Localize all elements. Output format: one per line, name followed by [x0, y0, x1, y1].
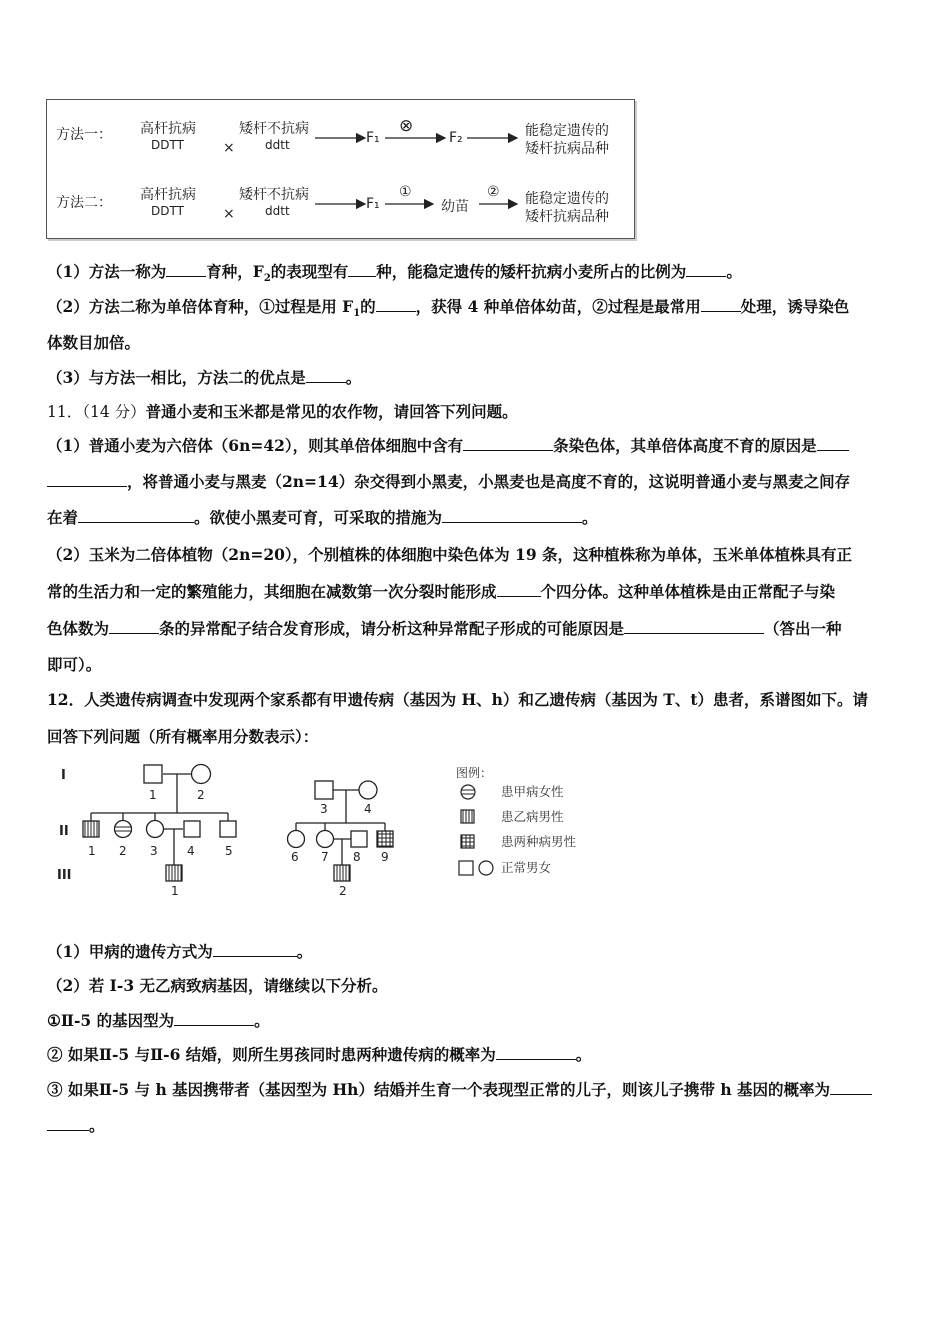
answer-blank[interactable] [78, 508, 194, 523]
selfing-symbol: ⊗ [399, 116, 414, 136]
answer-blank[interactable] [497, 582, 541, 597]
answer-blank[interactable] [348, 262, 376, 277]
II9-both-diseases-male [377, 831, 393, 847]
method1-result-line1: 能稳定遗传的 [525, 123, 609, 139]
method2-parent1-geno: DDTT [151, 204, 184, 218]
q10-part2: （2）方法二称为单倍体育种，①过程是用 $F_1$的 ，获得 4 种单倍体幼苗，②过程是最常用 处理，诱导染色 [47, 297, 850, 320]
svg-text:8: 8 [353, 850, 361, 864]
answer-blank[interactable] [306, 368, 346, 383]
svg-text:9: 9 [381, 850, 389, 864]
q11-heading: 11．（14 分）普通小麦和玉米都是常见的农作物，请回答下列问题。 [47, 402, 518, 421]
answer-blank[interactable] [166, 262, 206, 277]
II2-disease-a-female [115, 821, 132, 838]
method2-cross-symbol: × [223, 206, 235, 222]
legend-normal-male [459, 861, 473, 875]
svg-text:2: 2 [119, 844, 127, 858]
q12-sub3: ③ 如果Ⅱ-5 与 h 基因携带者（基因型为 Hh）结婚并生育一个表现型正常的儿子，则该儿子携带 h 基因的概率为 [47, 1080, 872, 1100]
svg-text:2: 2 [339, 884, 347, 898]
gen-label-II: II [59, 824, 69, 839]
q11-part2-line4: 即可）。 [47, 655, 102, 674]
I2-normal-female [192, 765, 211, 784]
svg-text:患乙病男性: 患乙病男性 [501, 809, 564, 824]
I4-normal-female [359, 781, 377, 799]
answer-blank[interactable] [701, 297, 741, 312]
answer-blank[interactable] [376, 297, 416, 312]
q11-part1-line2: ，将普通小麦与黑麦（2n=14）杂交得到小黑麦，小黑麦也是高度不育的，这说明普通小麦与黑麦之间存 [47, 472, 850, 492]
legend-normal-female [479, 861, 493, 875]
svg-text:1: 1 [171, 884, 179, 898]
svg-text:2: 2 [197, 788, 205, 802]
svg-text:6: 6 [291, 850, 299, 864]
I3-normal-male [315, 781, 333, 799]
answer-blank[interactable] [47, 1116, 89, 1131]
q11-part2-line3: 色体数为 条的异常配子结合发育形成，请分析这种异常配子形成的可能原因是 （答出一种 [47, 619, 842, 638]
q12-part1: （1）甲病的遗传方式为 。 [47, 942, 313, 961]
legend-disease-b-male [461, 810, 474, 823]
II1-disease-b-male [83, 821, 99, 837]
svg-text:患两种病男性: 患两种病男性 [501, 834, 577, 849]
svg-text:3: 3 [320, 802, 328, 816]
method2-result-line2: 矮杆抗病品种 [525, 209, 609, 225]
svg-text:5: 5 [225, 844, 233, 858]
method2-result-line1: 能稳定遗传的 [525, 191, 609, 207]
svg-text:4: 4 [187, 844, 195, 858]
method2-f1: F₁ [366, 196, 380, 212]
svg-text:图例：: 图例： [456, 766, 493, 780]
III2-disease-b-male [334, 865, 350, 881]
answer-blank[interactable] [213, 942, 297, 957]
pedigree-figure [45, 757, 645, 907]
method2-parent2-geno: ddtt [265, 204, 290, 218]
svg-text:4: 4 [364, 802, 372, 816]
seedling-label: 幼苗 [441, 199, 469, 215]
q11-part1-line1: （1）普通小麦为六倍体（6n=42），则其单倍体细胞中含有 条染色体，其单倍体高度不育的原因是 [47, 436, 849, 456]
method1-parent2-geno: ddtt [265, 138, 290, 152]
q12-part2: （2）若 I-3 无乙病致病基因，请继续以下分析。 [47, 976, 388, 995]
method2-parent2-trait: 矮杆不抗病 [239, 187, 309, 203]
II5-normal-male [220, 821, 236, 837]
II4-normal-male [184, 821, 200, 837]
q10-part1: （1）方法一称为 育种，$F_2$的表现型有 种，能稳定遗传的矮杆抗病小麦所占的比例为 。 [47, 262, 742, 285]
method1-parent1-geno: DDTT [151, 138, 184, 152]
answer-blank[interactable] [109, 619, 159, 634]
method1-parent1-trait: 高杆抗病 [140, 121, 196, 137]
q11-part2-line2: 常的生活力和一定的繁殖能力，其细胞在减数第一次分裂时能形成 个四分体。这种单体植株是由正常配子与染 [47, 582, 836, 601]
II7-normal-female [317, 831, 334, 848]
breeding-methods-figure [46, 99, 635, 239]
gen-label-I: I [61, 768, 66, 783]
method1-label: 方法一： [56, 127, 112, 143]
gen-label-III: III [57, 868, 72, 883]
III1-disease-b-male [166, 865, 182, 881]
answer-blank[interactable] [463, 436, 553, 451]
svg-text:1: 1 [88, 844, 96, 858]
method1-parent2-trait: 矮杆不抗病 [239, 121, 309, 137]
answer-blank[interactable] [47, 472, 127, 487]
svg-text:1: 1 [149, 788, 157, 802]
answer-blank[interactable] [830, 1080, 872, 1095]
svg-text:7: 7 [321, 850, 329, 864]
II8-normal-male [351, 831, 367, 847]
svg-text:正常男女: 正常男女 [501, 860, 552, 875]
q11-part2-line1: （2）玉米为二倍体植物（2n=20），个别植株的体细胞中染色体为 19 条，这种植株称为单体，玉米单体植株具有正 [47, 545, 853, 564]
legend-both-diseases-male [461, 835, 474, 848]
II6-normal-female [288, 831, 305, 848]
step1-marker: ① [399, 184, 412, 200]
answer-blank[interactable] [624, 619, 764, 634]
legend-disease-a-female [461, 785, 475, 799]
answer-blank[interactable] [686, 262, 726, 277]
q12-heading-line1: 12．人类遗传病调查中发现两个家系都有甲遗传病（基因为 H、h）和乙遗传病（基因为 T、t）患者，系谱图如下。请 [47, 690, 868, 709]
q10-part3: （3）与方法一相比，方法二的优点是 。 [47, 368, 362, 387]
II3-normal-female [147, 821, 164, 838]
answer-blank[interactable] [442, 508, 582, 523]
answer-blank[interactable] [174, 1011, 254, 1026]
method1-f1: F₁ [366, 130, 380, 146]
q12-heading-line2: 回答下列问题（所有概率用分数表示）： [47, 727, 319, 746]
step2-marker: ② [487, 184, 500, 200]
q12-sub2: ② 如果Ⅱ-5 与Ⅱ-6 结婚，则所生男孩同时患两种遗传病的概率为 。 [47, 1045, 592, 1064]
method1-f2: F₂ [449, 130, 463, 146]
method1-cross-symbol: × [223, 140, 235, 156]
q10-part2-cont: 体数目加倍。 [47, 333, 141, 352]
method1-result-line2: 矮杆抗病品种 [525, 141, 609, 157]
pedigree-legend [456, 765, 577, 875]
q12-sub1: ①Ⅱ-5 的基因型为 。 [47, 1011, 270, 1030]
svg-text:患甲病女性: 患甲病女性 [501, 784, 564, 799]
method2-label: 方法二： [56, 195, 112, 211]
method2-parent1-trait: 高杆抗病 [140, 187, 196, 203]
answer-blank[interactable] [817, 436, 849, 451]
q11-part1-line3: 在着 。欲使小黑麦可育，可采取的措施为 。 [47, 508, 598, 527]
I1-normal-male [144, 765, 162, 783]
svg-text:3: 3 [150, 844, 158, 858]
q12-sub3-cont: 。 [47, 1116, 105, 1136]
answer-blank[interactable] [496, 1045, 576, 1060]
